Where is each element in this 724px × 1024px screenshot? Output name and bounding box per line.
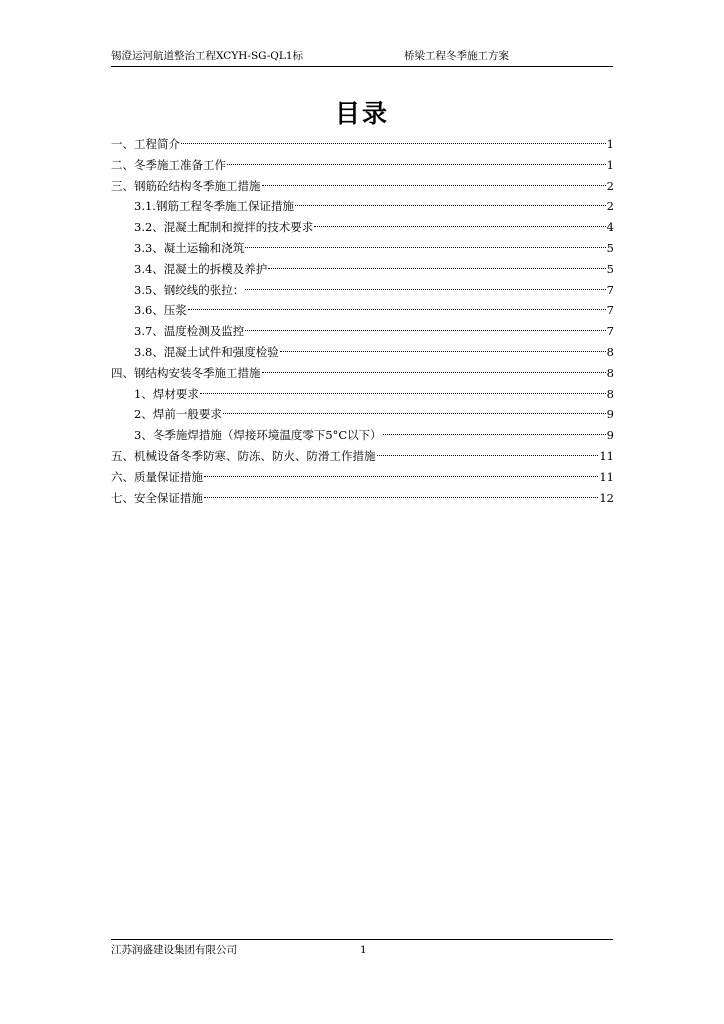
- toc-entry-page: 11: [599, 469, 614, 484]
- toc-entry[interactable]: [111, 259, 614, 280]
- toc-entry[interactable]: [111, 155, 614, 176]
- toc-entry[interactable]: [111, 196, 614, 217]
- toc-entry-page: 8: [606, 365, 614, 380]
- toc-entry-page: 7: [606, 324, 614, 339]
- toc-entry[interactable]: [111, 467, 614, 488]
- toc-entry-page: 5: [606, 240, 614, 255]
- toc-entry[interactable]: [111, 217, 614, 238]
- page-header: [111, 48, 613, 64]
- toc-dot-leader: [245, 289, 605, 290]
- toc-entry-page: 7: [606, 282, 614, 297]
- toc-entry-label: 3.5、钢绞线的张拉：: [134, 282, 245, 297]
- toc-entry-page: 5: [606, 261, 614, 276]
- toc-entry[interactable]: [111, 446, 614, 467]
- toc-entry-label: 三、钢筋砼结构冬季施工措施: [111, 178, 261, 193]
- toc-dot-leader: [268, 268, 605, 269]
- toc-entry-page: 1: [606, 137, 614, 151]
- toc-entry-label: 3.8、混凝土试件和强度检验: [134, 344, 279, 359]
- toc-dot-leader: [181, 143, 606, 144]
- toc-dot-leader: [377, 455, 599, 456]
- toc-dot-leader: [200, 393, 606, 394]
- toc-entry-label: 二、冬季施工准备工作: [111, 157, 226, 172]
- toc-entry-label: 六、质量保证措施: [111, 469, 203, 484]
- toc-entry-label: 3.3、凝土运输和浇筑: [134, 240, 245, 255]
- toc-entry-page: 11: [599, 448, 614, 463]
- toc-entry-page: 2: [606, 178, 614, 193]
- toc-dot-leader: [280, 351, 606, 352]
- footer-company: 江苏润盛建设集团有限公司: [111, 944, 237, 956]
- page-footer: [111, 942, 613, 958]
- toc-entry-page: 9: [606, 428, 614, 443]
- toc-dot-leader: [314, 226, 605, 227]
- toc-entry-label: 3.6、压浆: [134, 303, 187, 318]
- toc-dot-leader: [383, 434, 606, 435]
- toc-entry-label: 五、机械设备冬季防寒、防冻、防火、防滑工作措施: [111, 448, 376, 463]
- toc-dot-leader: [245, 330, 605, 331]
- toc-dot-leader: [227, 164, 606, 165]
- toc-entry[interactable]: [111, 280, 614, 301]
- toc-entry[interactable]: [111, 488, 614, 509]
- toc-entry[interactable]: [111, 238, 614, 259]
- toc-entry-label: 2、焊前一般要求: [134, 407, 222, 422]
- table-of-contents: [111, 134, 614, 508]
- header-document-title: 桥梁工程冬季施工方案: [404, 50, 509, 62]
- toc-entry-label: 3.7、温度检测及监控: [134, 324, 245, 339]
- toc-entry-page: 1: [606, 157, 614, 172]
- toc-entry-label: 3.2、混凝土配制和搅拌的技术要求: [134, 220, 314, 235]
- toc-entry[interactable]: [111, 176, 614, 197]
- toc-entry[interactable]: [111, 321, 614, 342]
- toc-dot-leader: [204, 476, 598, 477]
- toc-entry-page: 12: [599, 490, 614, 505]
- toc-entry-label: 1、焊材要求: [134, 386, 199, 401]
- toc-dot-leader: [245, 247, 605, 248]
- toc-entry[interactable]: [111, 425, 614, 446]
- toc-dot-leader: [295, 205, 606, 206]
- toc-entry-label: 3.1.钢筋工程冬季施工保证措施: [134, 199, 294, 214]
- toc-entry-page: 8: [606, 344, 614, 359]
- toc-title: 目录: [334, 99, 389, 128]
- toc-entry-page: 9: [606, 407, 614, 422]
- header-project-name: 锡澄运河航道整治工程XCYH-SG-QL1标: [111, 50, 304, 62]
- toc-entry-label: 3、冬季施焊措施（焊接环境温度零下5°C以下）: [134, 428, 382, 443]
- toc-entry-label: 一、工程简介: [111, 137, 180, 151]
- header-divider: [111, 66, 613, 67]
- toc-dot-leader: [204, 497, 598, 498]
- toc-entry[interactable]: [111, 404, 614, 425]
- toc-dot-leader: [262, 372, 606, 373]
- toc-entry[interactable]: [111, 363, 614, 384]
- toc-entry-page: 8: [606, 386, 614, 401]
- toc-dot-leader: [223, 413, 606, 414]
- toc-entry[interactable]: [111, 384, 614, 405]
- toc-dot-leader: [188, 309, 606, 310]
- toc-entry-page: 2: [606, 199, 614, 214]
- toc-entry-label: 四、钢结构安装冬季施工措施: [111, 365, 261, 380]
- toc-entry-label: 3.4、混凝土的拆模及养护: [134, 261, 268, 276]
- footer-divider: [111, 939, 613, 940]
- toc-dot-leader: [262, 185, 606, 186]
- toc-entry[interactable]: [111, 134, 614, 155]
- toc-entry[interactable]: [111, 342, 614, 363]
- toc-entry-label: 七、安全保证措施: [111, 490, 203, 505]
- footer-page-number: 1: [360, 944, 367, 956]
- toc-entry-page: 4: [606, 220, 614, 235]
- toc-entry-page: 7: [606, 303, 614, 318]
- toc-entry[interactable]: [111, 300, 614, 321]
